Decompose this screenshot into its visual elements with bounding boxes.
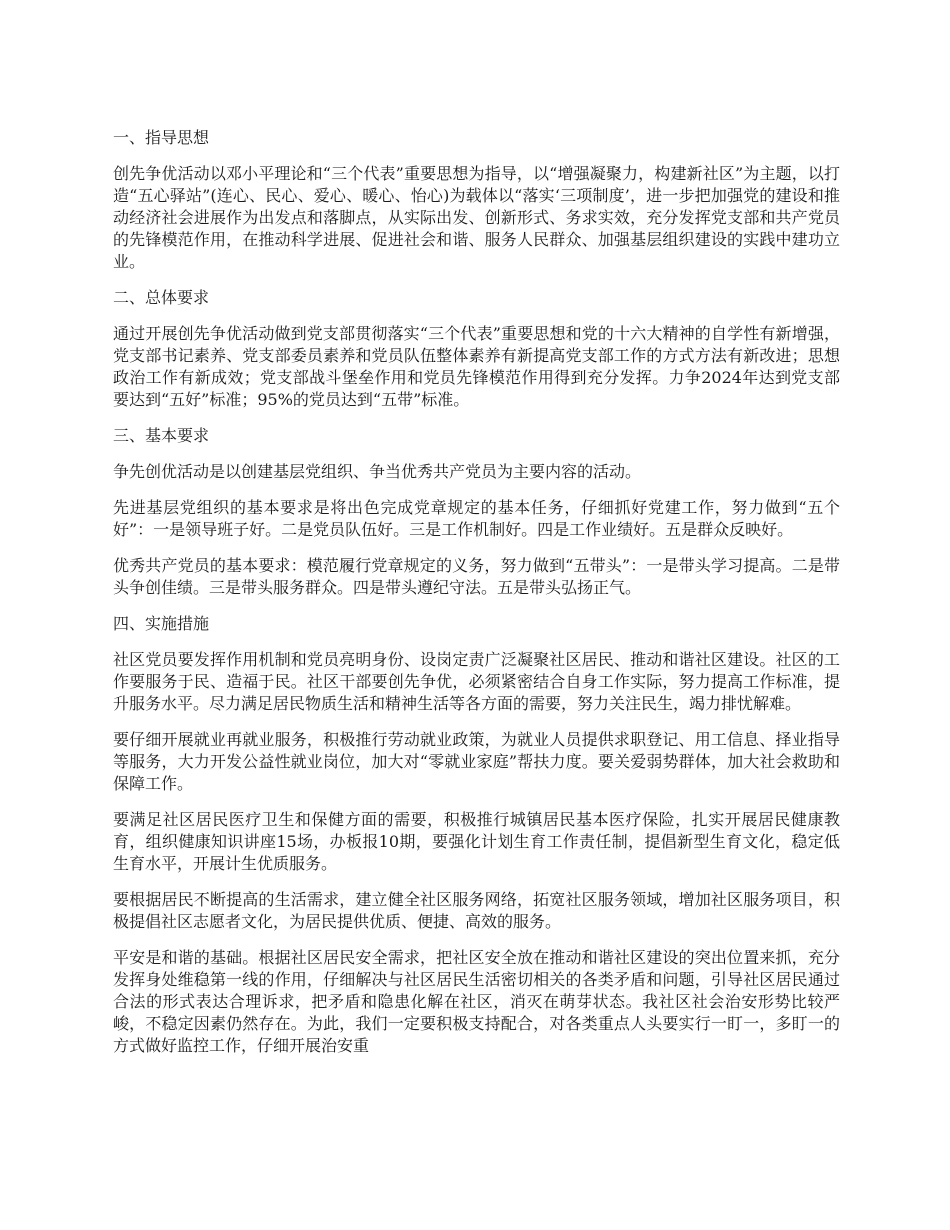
paragraph: 通过开展创先争优活动做到党支部贯彻落实“三个代表”重要思想和党的十六大精神的自学性有新增强，党支部书记素养、党支部委员素养和党员队伍整体素养有新提高党支部工作的方式方法有新改进；思想政治工作有新成效；党支部战斗堡垒作用和党员先锋模范作用得到充分发挥。力争2024年达到党支部要达到“五好”标准；95%的党员达到“五带”标准。 <box>113 324 840 409</box>
paragraph: 要仔细开展就业再就业服务，积极推行劳动就业政策，为就业人员提供求职登记、用工信息、择业指导等服务，大力开发公益性就业岗位，加大对“零就业家庭”帮扶力度。要关爱弱势群体，加大社会救助和保障工作。 <box>113 730 840 793</box>
paragraph: 要根据居民不断提高的生活需求，建立健全社区服务网络，拓宽社区服务领域，增加社区服务项目，积极提倡社区志愿者文化，为居民提供优质、便捷、高效的服务。 <box>113 890 840 931</box>
section-heading: 四、实施措施 <box>113 614 210 633</box>
section-heading: 一、指导思想 <box>113 128 210 147</box>
document-page <box>113 127 840 1071</box>
paragraph: 先进基层党组织的基本要求是将出色完成党章规定的基本任务，仔细抓好党建工作，努力做到“五个好”：一是领导班子好。二是党员队伍好。三是工作机制好。四是工作业绩好。五是群众反映好。 <box>113 498 840 539</box>
paragraph: 优秀共产党员的基本要求：模范履行党章规定的义务，努力做到“五带头”：一是带头学习提高。二是带头争创佳绩。三是带头服务群众。四是带头遵纪守法。五是带头弘扬正气。 <box>113 556 840 597</box>
section-heading: 二、总体要求 <box>113 288 210 307</box>
paragraph: 社区党员要发挥作用机制和党员亮明身份、设岗定责广泛凝聚社区居民、推动和谐社区建设。社区的工作要服务于民、造福于民。社区干部要创先争优，必须紧密结合自身工作实际，努力提高工作标准，提升服务水平。尽力满足居民物质生活和精神生活等各方面的需要，努力关注民生，竭力排忧解难。 <box>113 650 840 713</box>
section-heading: 三、基本要求 <box>113 426 210 445</box>
paragraph: 平安是和谐的基础。根据社区居民安全需求，把社区安全放在推动和谐社区建设的突出位置来抓，充分发挥身处维稳第一线的作用，仔细解决与社区居民生活密切相关的各类矛盾和问题，引导社区居民通过合法的形式表达合理诉求，把矛盾和隐患化解在社区，消灭在萌芽状态。我社区社会治安形势比较严峻，不稳定因素仍然存在。为此，我们一定要积极支持配合，对各类重点人头要实行一盯一，多盯一的方式做好监控工作，仔细开展治安重 <box>113 948 840 1055</box>
paragraph: 争先创优活动是以创建基层党组织、争当优秀共产党员为主要内容的活动。 <box>113 462 642 481</box>
paragraph: 要满足社区居民医疗卫生和保健方面的需要，积极推行城镇居民基本医疗保险，扎实开展居民健康教育，组织健康知识讲座15场，办板报10期，要强化计划生育工作责任制，提倡新型生育文化，稳定低生育水平，开展计生优质服务。 <box>113 810 840 873</box>
paragraph: 创先争优活动以邓小平理论和“三个代表”重要思想为指导，以“增强凝聚力，构建新社区”为主题，以打造“五心驿站”(连心、民心、爱心、暖心、怡心)为载体以“落实‘三项制度’，进一步把加强党的建设和推动经济社会进展作为出发点和落脚点，从实际出发、创新形式、务求实效，充分发挥党支部和共产党员的先锋模范作用，在推动科学进展、促进社会和谐、服务人民群众、加强基层组织建设的实践中建功立业。 <box>113 164 840 271</box>
